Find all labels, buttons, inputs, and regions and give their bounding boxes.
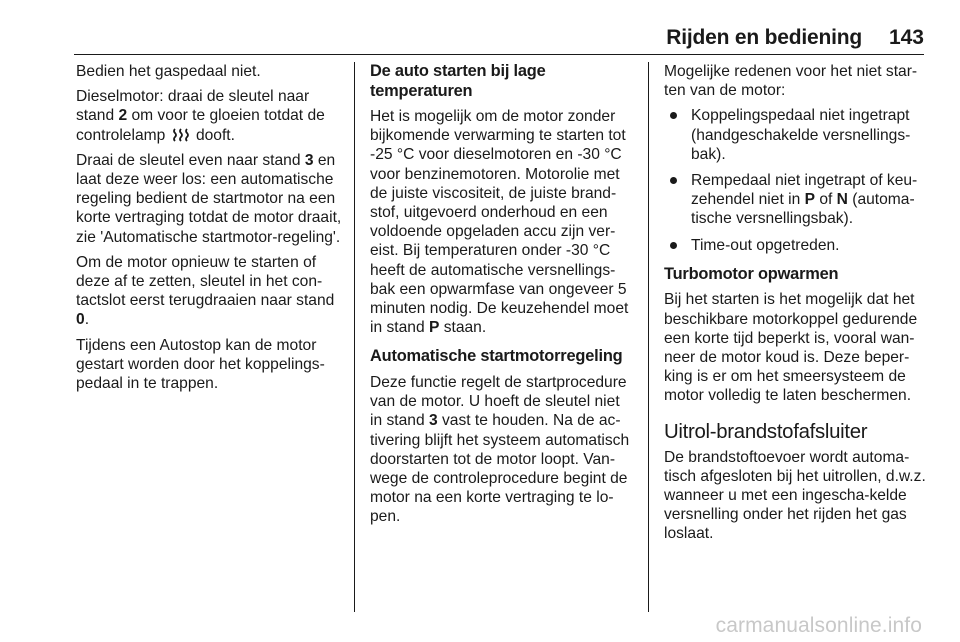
heading-turbo-warmup: Turbomotor opwarmen [664, 264, 839, 283]
section-title: Rijden en bediening [666, 26, 862, 49]
paragraph-low-temp: Het is mogelijk om de motor zonder bijkomende verwarming te starten tot -25 °C voor dieselmotoren en -30 °C voor benzinemotoren. Motorolie met de juiste viscositeit, de juiste brand-stof, uitgevoerd onderhoud en een voldoende opgeladen accu zijn ver-eist. Bij temperaturen onder -30 °C heeft de automatische versnellings-bak een opwarmfase van ongeveer 5 minuten nodig. De keuzehendel moet in stand P staan. [370, 108, 629, 337]
glow-plug-icon [172, 127, 190, 143]
paragraph-turn-key: Draai de sleutel even naar stand 3 en laat deze weer los: een automatische regeling bedient de startmotor na een korte vertraging totdat de motor draait, zie 'Automatische startmotor-regeling'. [76, 151, 342, 246]
heading-auto-starter: Automatische startmotorregeling [370, 347, 623, 366]
header-rule [74, 54, 924, 55]
column-divider-1 [354, 62, 355, 612]
list-item: Koppelingspedaal niet ingetrapt (handgeschakelde versnellings-bak). [664, 106, 930, 164]
watermark: carmanualsonline.info [715, 614, 922, 637]
paragraph-turbo: Bij het starten is het mogelijk dat het beschikbare motorkoppel gedurende een korte tijd beperkt is, vooral wan-neer de motor koud is. Deze beper-king is er om het smeersysteem de motor volledig te laten beschermen. [664, 291, 918, 405]
paragraph-auto-starter: Deze functie regelt de startprocedure van de motor. U hoeft de sleutel niet in stand 3 vast te houden. Na de ac-tivering blijft het systeem automatisch doorstarten tot de motor loopt. Van-wege de controleprocedure begint de motor na een korte vertraging te lo-pen. [370, 373, 630, 526]
heading-fuel-cutoff: Uitrol-brandstofafsluiter [664, 420, 868, 443]
bullet-icon [670, 242, 677, 249]
reasons-list [664, 106, 930, 254]
bullet-icon [670, 177, 677, 184]
list-item: Time-out opgetreden. [664, 236, 930, 255]
paragraph-reasons: Mogelijke redenen voor het niet star-ten van de motor: [664, 63, 918, 100]
page-header [0, 0, 960, 56]
paragraph-fuel-cutoff: De brandstoftoevoer wordt automa-tisch afgesloten bij het uitrollen, d.w.z. wanneer u met een ingescha-kelde versnelling onder het rijden het gas loslaat. [664, 448, 926, 543]
column-3 [664, 62, 930, 550]
bullet-icon [670, 112, 677, 119]
paragraph-restart: Om de motor opnieuw te starten of deze af te zetten, sleutel in het con-tactslot eerst terugdraaien naar stand 0. [76, 253, 335, 329]
column-divider-2 [648, 62, 649, 612]
column-1 [76, 62, 346, 399]
paragraph-autostop: Tijdens een Autostop kan de motor gestart worden door het koppelings-pedaal in te trappen. [76, 336, 325, 393]
paragraph-diesel-preheat: Dieselmotor: draai de sleutel naar stand 2 om voor te gloeien totdat de controlelamp dooft. [76, 88, 325, 144]
column-2 [370, 62, 636, 533]
page-number: 143 [888, 26, 924, 49]
list-item: Rempedaal niet ingetrapt of keu-zehendel niet in P of N (automa-tische versnellingsbak). [664, 171, 930, 229]
paragraph-accelerator: Bedien het gaspedaal niet. [76, 63, 261, 80]
heading-low-temp-start: De auto starten bij lage temperaturen [370, 62, 546, 100]
